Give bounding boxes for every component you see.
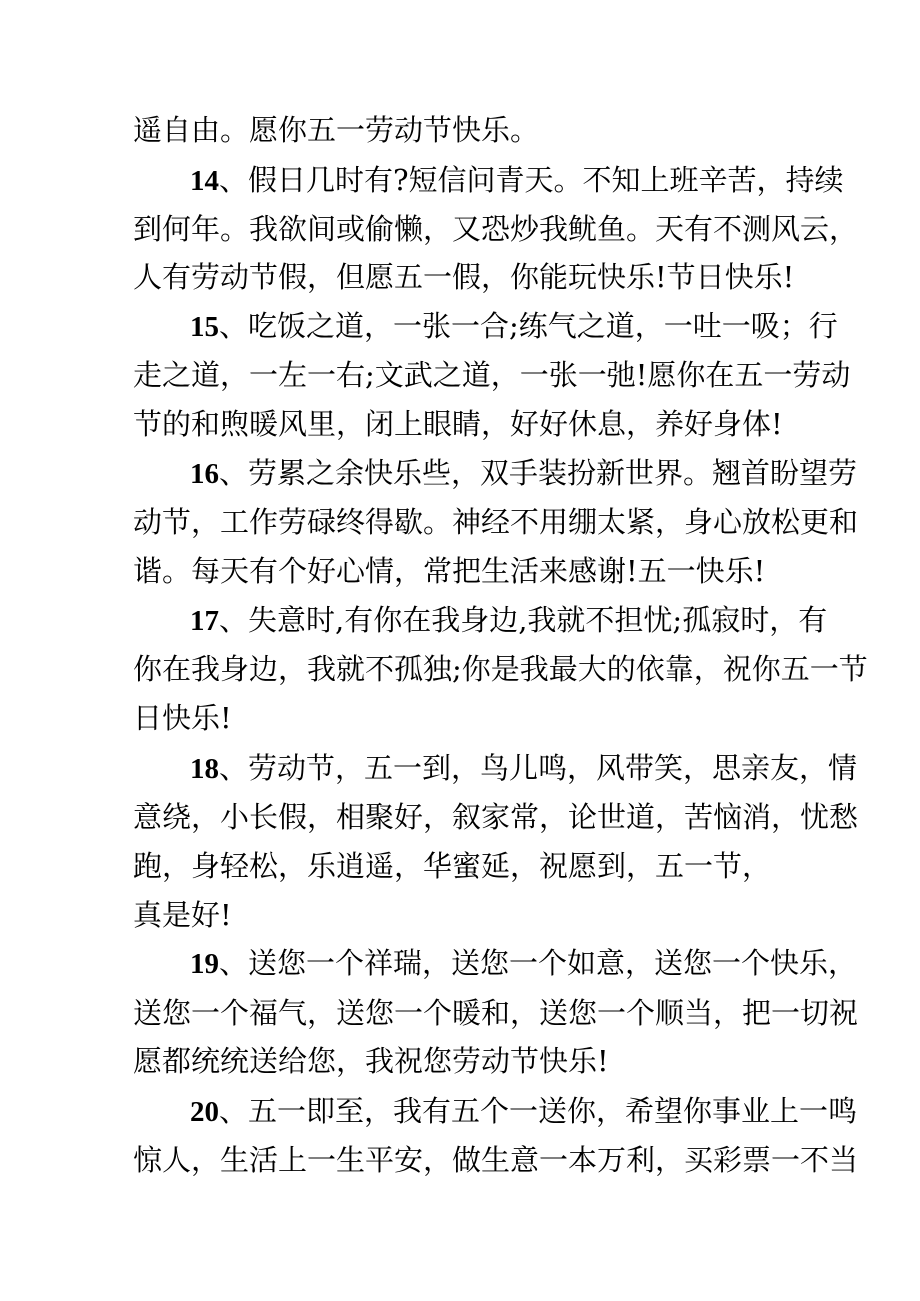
paragraph-18-line-4: 真是好! bbox=[133, 898, 232, 932]
paragraph-14-line-1 bbox=[190, 162, 844, 198]
paragraph-17-line-3: 日快乐! bbox=[133, 701, 232, 735]
paragraph-15-line-2: 走之道，一左一右;文武之道，一张一弛!愿你在五一劳动 bbox=[133, 358, 851, 392]
line-text: 、失意时,有你在我身边,我就不担忧;孤寂时，有 bbox=[219, 603, 828, 637]
paragraph-18-line-2: 意绕，小长假，相聚好，叙家常，论世道，苦恼消，忧愁 bbox=[133, 800, 859, 834]
item-number: 20 bbox=[190, 1096, 219, 1128]
paragraph-13-line-1: 遥自由。愿你五一劳动节快乐。 bbox=[133, 113, 540, 147]
item-number: 17 bbox=[190, 605, 219, 637]
paragraph-19-line-2: 送您一个福气，送您一个暖和，送您一个顺当，把一切祝 bbox=[133, 996, 859, 1030]
item-number: 16 bbox=[190, 458, 219, 490]
paragraph-15-line-3: 节的和煦暖风里，闭上眼睛，好好休息，养好身体! bbox=[133, 407, 783, 441]
line-text: 、吃饭之道，一张一合;练气之道，一吐一吸；行 bbox=[219, 309, 838, 343]
paragraph-20-line-2: 惊人，生活上一生平安，做生意一本万利，买彩票一不当 bbox=[133, 1143, 859, 1177]
paragraph-17-line-2: 你在我身边，我就不孤独;你是我最大的依靠，祝你五一节 bbox=[133, 652, 868, 686]
paragraph-18-line-1 bbox=[190, 750, 857, 786]
paragraph-16-line-2: 动节，工作劳碌终得歇。神经不用绷太紧，身心放松更和 bbox=[133, 505, 859, 539]
item-number: 14 bbox=[190, 165, 219, 197]
paragraph-18-line-3: 跑，身轻松，乐逍遥，华蜜延，祝愿到，五一节， bbox=[133, 849, 772, 883]
paragraph-16-line-1 bbox=[190, 455, 857, 491]
item-number: 15 bbox=[190, 311, 219, 343]
paragraph-19-line-3: 愿都统统送给您，我祝您劳动节快乐! bbox=[133, 1044, 609, 1078]
paragraph-14-line-2: 到何年。我欲间或偷懒，又恐炒我鱿鱼。天有不测风云， bbox=[133, 212, 859, 246]
paragraph-20-line-1 bbox=[190, 1093, 857, 1129]
paragraph-14-line-3: 人有劳动节假，但愿五一假，你能玩快乐!节日快乐! bbox=[133, 260, 795, 294]
line-text: 、劳累之余快乐些，双手装扮新世界。翘首盼望劳 bbox=[219, 456, 858, 490]
paragraph-16-line-3: 谐。每天有个好心情，常把生活来感谢!五一快乐! bbox=[133, 554, 766, 588]
item-number: 19 bbox=[190, 948, 219, 980]
line-text: 、劳动节，五一到，鸟儿鸣，风带笑，思亲友，情 bbox=[219, 751, 858, 785]
paragraph-15-line-1 bbox=[190, 308, 838, 344]
paragraph-17-line-1 bbox=[190, 602, 827, 638]
line-text: 、五一即至，我有五个一送你，希望你事业上一鸣 bbox=[219, 1094, 858, 1128]
paragraph-19-line-1 bbox=[190, 945, 857, 981]
item-number: 18 bbox=[190, 753, 219, 785]
line-text: 、假日几时有?短信问青天。不知上班辛苦，持续 bbox=[219, 163, 844, 197]
line-text: 、送您一个祥瑞，送您一个如意，送您一个快乐， bbox=[219, 946, 858, 980]
